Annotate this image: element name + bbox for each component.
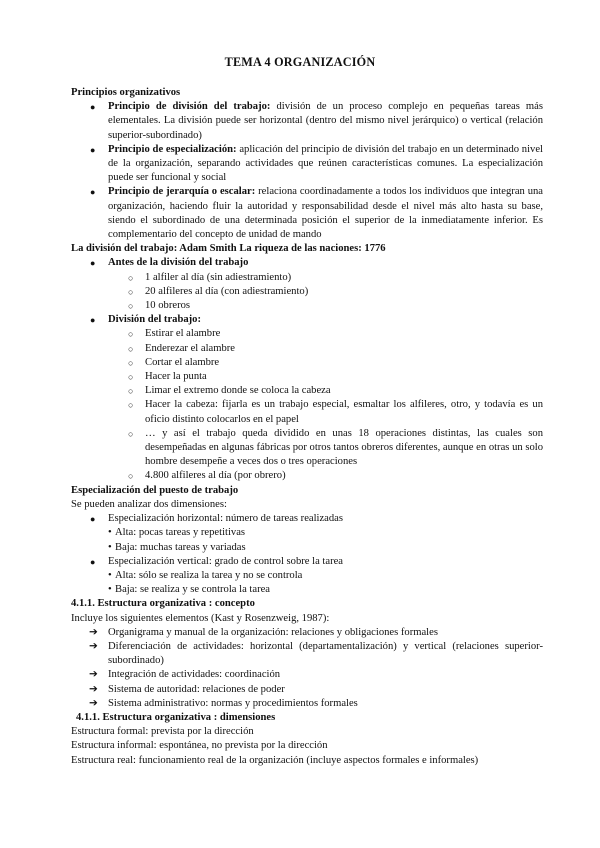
list-item: ○ 20 alfileres al día (con adiestramiento): [71, 285, 543, 299]
list-item: ➔ Diferenciación de actividades: horizontal (departamentalización) y vertical (relaciones superior-subordinado): [89, 640, 543, 667]
list-item: ● Especialización vertical: grado de control sobre la tarea: [71, 555, 543, 569]
arrow-right-icon: ➔: [89, 683, 98, 695]
text-line: Estructura informal: espontánea, no prevista por la dirección: [71, 740, 328, 752]
list-item: ○ Hacer la punta: [71, 370, 543, 384]
list-item: ○ Hacer la cabeza: fijarla es un trabajo especial, esmaltar los alfileres, otro, y todavía es un oficio distinto colocarlos en el papel: [128, 399, 543, 425]
intro-text: Se pueden analizar dos dimensiones:: [71, 498, 227, 510]
bullet-icon: ●: [90, 514, 96, 525]
intro-text: Incluye los siguientes elementos (Kast y Rosenzweig, 1987):: [71, 612, 330, 624]
list-item: ➔ Sistema de autoridad: relaciones de poder: [71, 683, 543, 697]
list-item: • Alta: sólo se realiza la tarea y no se controla: [71, 569, 543, 583]
arrow-right-icon: ➔: [89, 626, 98, 638]
circle-bullet-icon: ○: [128, 471, 134, 482]
heading-division-trabajo: La división del trabajo: Adam Smith La riqueza de las naciones: 1776: [71, 243, 386, 255]
list-item: ○ … y así el trabajo queda dividido en unas 18 operaciones distintas, las cuales son desempeñadas en algunas fábricas por otros tantos obreros diferentes, aunque en otras un solo hombre desempeñe a veces dos o tres operaciones: [128, 427, 543, 468]
list-item: • Baja: muchas tareas y variadas: [71, 541, 543, 555]
pin-list: [71, 256, 543, 483]
list-item: ○ 4.800 alfileres al día (por obrero): [71, 469, 543, 483]
circle-bullet-icon: ○: [128, 329, 134, 340]
specialization-list: [71, 512, 543, 597]
list-item: • Baja: se realiza y se controla la tarea: [71, 583, 543, 597]
arrow-right-icon: ➔: [89, 640, 98, 652]
small-bullet-icon: •: [108, 584, 112, 596]
circle-bullet-icon: ○: [128, 357, 134, 368]
list-item: ● División del trabajo:: [71, 313, 543, 327]
list-item: ● Principio de especialización: aplicación del principio de división del trabajo en un determinado nivel de la organización, separando actividades que reúnen características comunes. La especialización puede ser funcional y social: [90, 143, 543, 184]
principles-list: [71, 100, 543, 242]
small-bullet-icon: •: [108, 569, 112, 581]
list-item: ○ 10 obreros: [71, 299, 543, 313]
text-line: Estructura formal: prevista por la dirección: [71, 726, 254, 738]
heading-principios: Principios organizativos: [71, 87, 181, 98]
list-item: • Alta: pocas tareas y repetitivas: [71, 526, 543, 540]
list-item: ● Especialización horizontal: número de tareas realizadas: [71, 512, 543, 526]
text-line: Estructura real: funcionamiento real de la organización (incluye aspectos formales e informales): [71, 754, 479, 766]
circle-bullet-icon: ○: [128, 386, 134, 397]
bullet-icon: ●: [90, 187, 96, 198]
heading-estructura-dimensiones: 4.1.1. Estructura organizativa : dimensiones: [76, 711, 276, 723]
circle-bullet-icon: ○: [128, 301, 134, 312]
circle-bullet-icon: ○: [128, 372, 134, 383]
bullet-icon: ●: [90, 258, 96, 269]
circle-bullet-icon: ○: [128, 286, 134, 297]
bullet-icon: ●: [90, 102, 96, 113]
circle-bullet-icon: ○: [128, 400, 134, 411]
document-content: [71, 86, 543, 768]
list-item: ○ Limar el extremo donde se coloca la cabeza: [71, 384, 543, 398]
list-item: ● Principio de jerarquía o escalar: relaciona coordinadamente a todos los individuos que integran una organización, haciendo fluir la autoridad y responsabilidad desde el nivel más alto hasta su base, siendo el subordinado de una determinada posición el superior de la inmediatamente inferior. Es complementario del concepto de unidad de mando: [90, 186, 544, 241]
document-title: TEMA 4 ORGANIZACIÓN: [224, 55, 376, 69]
list-item: ➔ Integración de actividades: coordinación: [71, 668, 543, 682]
arrow-right-icon: ➔: [89, 697, 98, 709]
list-item: ➔ Organigrama y manual de la organización: relaciones y obligaciones formales: [71, 626, 543, 640]
bullet-icon: ●: [90, 144, 96, 155]
list-item: ○ Estirar el alambre: [71, 327, 543, 341]
circle-bullet-icon: ○: [128, 272, 134, 283]
circle-bullet-icon: ○: [128, 343, 134, 354]
small-bullet-icon: •: [108, 527, 112, 539]
elements-list: [71, 626, 543, 711]
bullet-icon: ●: [90, 556, 96, 567]
bullet-icon: ●: [90, 315, 96, 326]
circle-bullet-icon: ○: [128, 428, 134, 439]
list-item: ● Principio de división del trabajo: división de un proceso complejo en pequeñas tareas más elementales. La división puede ser horizontal (dentro del mismo nivel jerárquico) o vertical (relación superior-subordinado): [90, 101, 543, 141]
list-item: ○ Cortar el alambre: [71, 356, 543, 370]
small-bullet-icon: •: [108, 541, 112, 553]
list-item: ○ Enderezar el alambre: [71, 342, 543, 356]
list-item: ➔ Sistema administrativo: normas y procedimientos formales: [71, 697, 543, 711]
list-item: ○ 1 alfiler al día (sin adiestramiento): [71, 271, 543, 285]
arrow-right-icon: ➔: [89, 669, 98, 681]
heading-estructura-concepto: 4.1.1. Estructura organizativa : concepto: [71, 598, 255, 610]
heading-especializacion: Especialización del puesto de trabajo: [71, 484, 239, 496]
list-item: ● Antes de la división del trabajo: [71, 256, 543, 270]
